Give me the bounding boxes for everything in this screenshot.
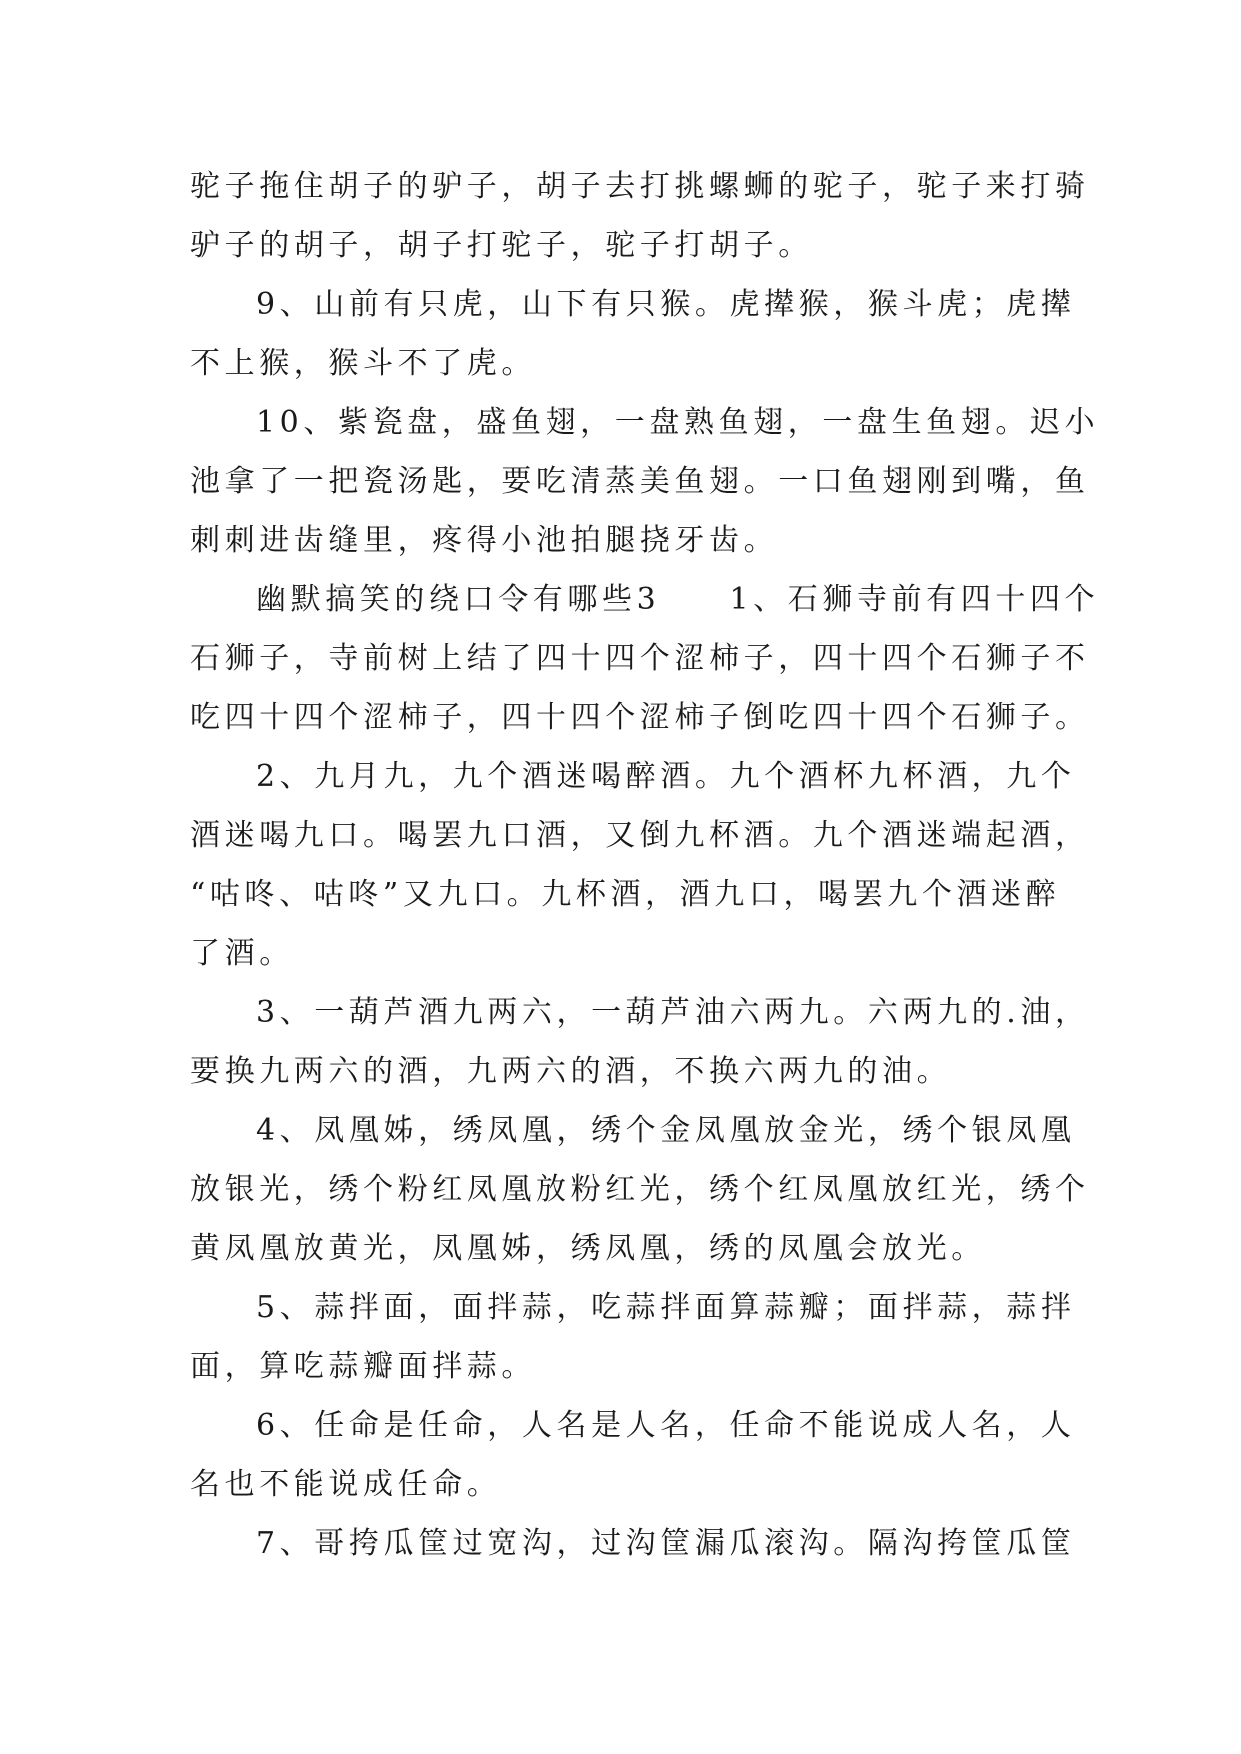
text-line: 了酒。 (190, 936, 294, 971)
text-line: 10、紫瓷盘，盛鱼翅，一盘熟鱼翅，一盘生鱼翅。迟小 (256, 405, 1100, 440)
text-line: 2、九月九，九个酒迷喝醉酒。九个酒杯九杯酒，九个 (256, 759, 1076, 794)
text-line: 幽默搞笑的绕口令有哪些3 1、石狮寺前有四十四个 (256, 582, 1100, 617)
text-line: 要换九两六的酒，九两六的酒，不换六两九的油。 (190, 1054, 952, 1089)
text-line: 不上猴，猴斗不了虎。 (190, 346, 536, 381)
document-body (190, 157, 1100, 1573)
text-line: 9、山前有只虎，山下有只猴。虎撵猴，猴斗虎；虎撵 (256, 287, 1076, 322)
text-line: 刺刺进齿缝里，疼得小池拍腿挠牙齿。 (190, 523, 779, 558)
text-line: 6、任命是任命，人名是人名，任命不能说成人名，人 (256, 1408, 1076, 1443)
text-line: 7、哥挎瓜筐过宽沟，过沟筐漏瓜滚沟。隔沟挎筐瓜筐 (256, 1526, 1076, 1561)
text-line: 池拿了一把瓷汤匙，要吃清蒸美鱼翅。一口鱼翅刚到嘴，鱼 (190, 464, 1090, 499)
text-line: 5、蒜拌面，面拌蒜，吃蒜拌面算蒜瓣；面拌蒜，蒜拌 (256, 1290, 1076, 1325)
text-line: 石狮子，寺前树上结了四十四个涩柿子，四十四个石狮子不 (190, 641, 1090, 676)
text-line: 酒迷喝九口。喝罢九口酒，又倒九杯酒。九个酒迷端起酒， (190, 818, 1090, 853)
text-line: 面，算吃蒜瓣面拌蒜。 (190, 1349, 536, 1384)
text-line: 吃四十四个涩柿子，四十四个涩柿子倒吃四十四个石狮子。 (190, 700, 1090, 735)
text-line: 名也不能说成任命。 (190, 1467, 502, 1502)
text-line: 黄凤凰放黄光，凤凰姊，绣凤凰，绣的凤凰会放光。 (190, 1231, 986, 1266)
text-line: “咕咚、咕咚”又九口。九杯酒，酒九口，喝罢九个酒迷醉 (190, 877, 1061, 912)
text-line: 3、一葫芦酒九两六，一葫芦油六两九。六两九的.油， (256, 995, 1090, 1030)
text-line: 放银光，绣个粉红凤凰放粉红光，绣个红凤凰放红光，绣个 (190, 1172, 1090, 1207)
text-line: 驴子的胡子，胡子打驼子，驼子打胡子。 (190, 228, 813, 263)
text-line: 驼子拖住胡子的驴子，胡子去打挑螺蛳的驼子，驼子来打骑 (190, 169, 1090, 204)
text-line: 4、凤凰姊，绣凤凰，绣个金凤凰放金光，绣个银凤凰 (256, 1113, 1076, 1148)
